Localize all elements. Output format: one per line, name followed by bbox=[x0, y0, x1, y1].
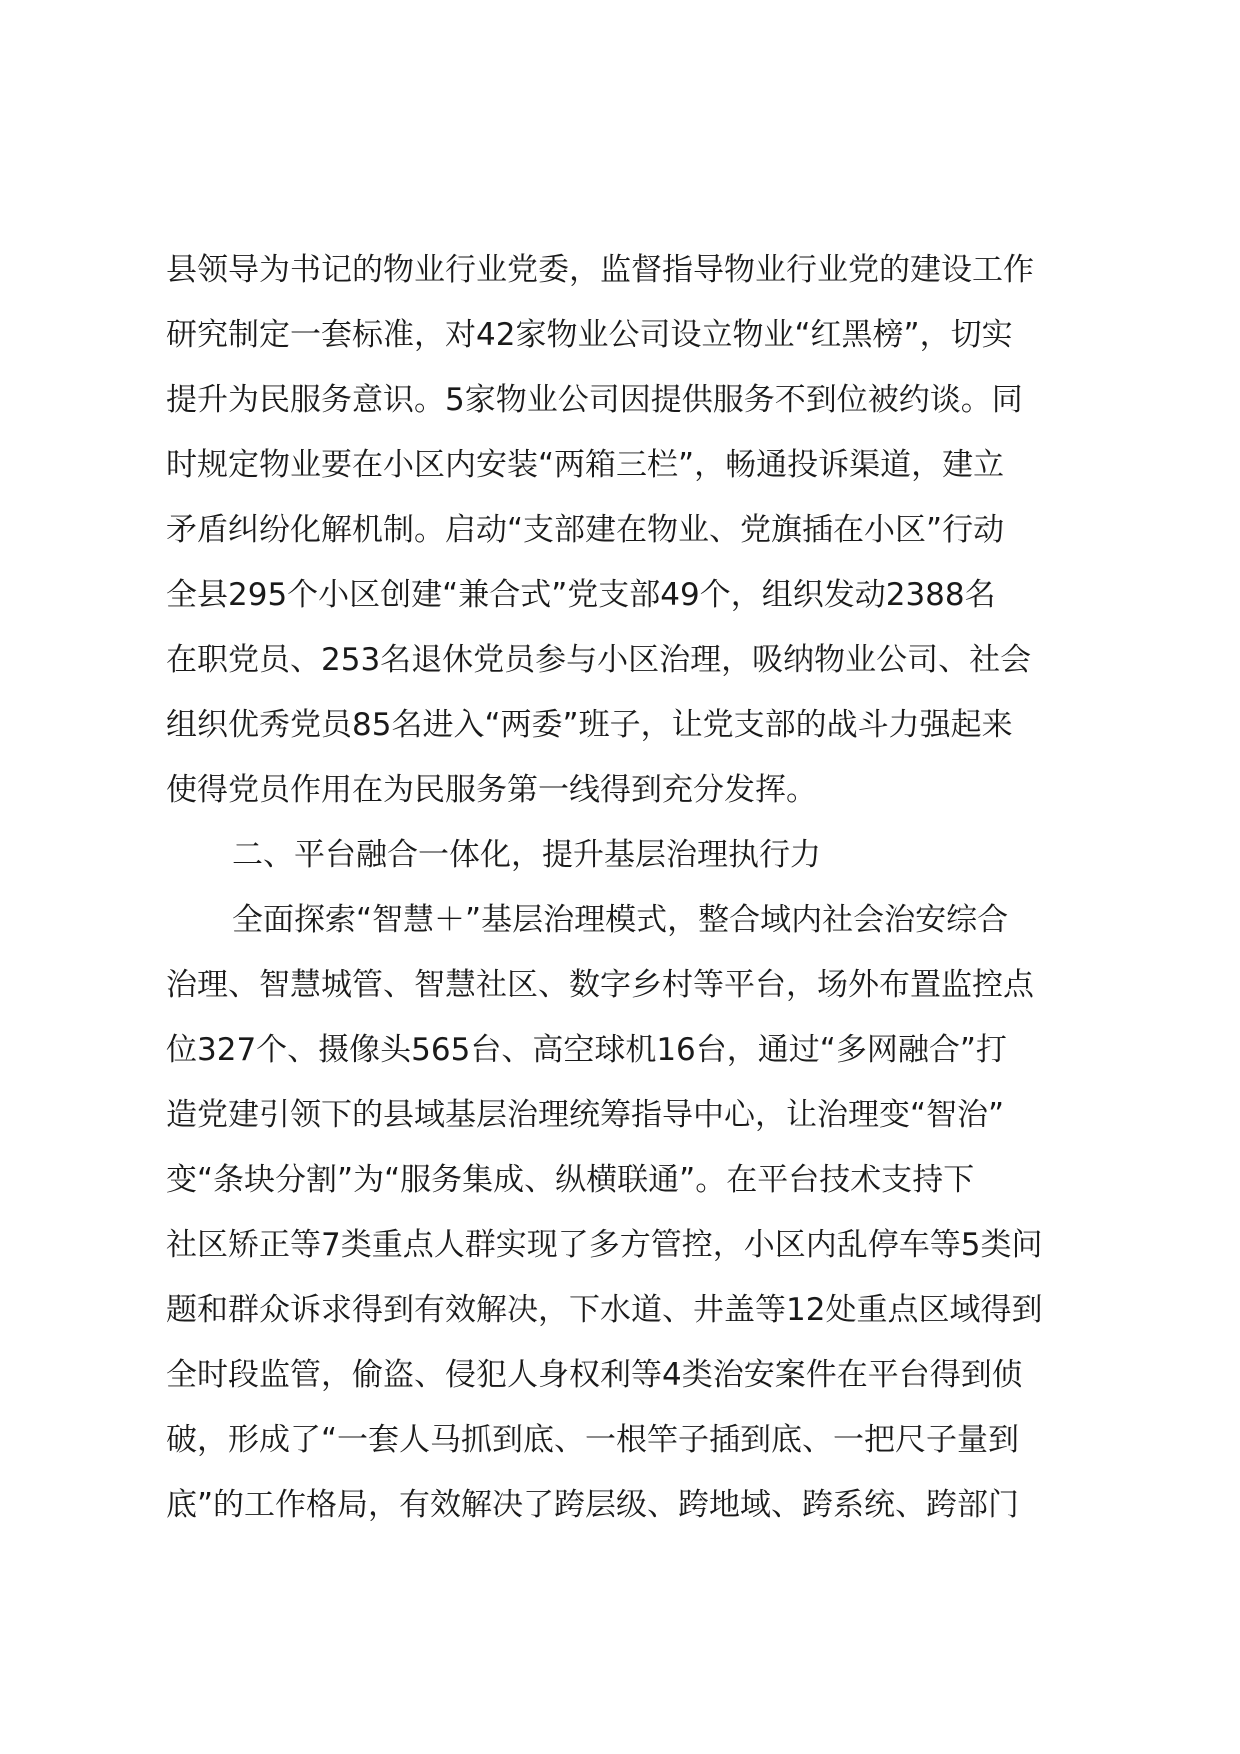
text-line: 组织优秀党员85名进入“两委”班子，让党支部的战斗力强起来 bbox=[166, 707, 1013, 743]
text-line: 在职党员、253名退休党员参与小区治理，吸纳物业公司、社会 bbox=[166, 642, 1032, 678]
text-line: 位327个、摄像头565台、高空球机16台，通过“多网融合”打 bbox=[166, 1032, 1007, 1068]
text-line: 全时段监管，偷盗、侵犯人身权利等4类治安案件在平台得到侦 bbox=[166, 1357, 1023, 1393]
text-line: 全面探索“智慧＋”基层治理模式，整合域内社会治安综合 bbox=[232, 902, 1009, 938]
body-text bbox=[166, 238, 1106, 1538]
text-line: 题和群众诉求得到有效解决，下水道、井盖等12处重点区域得到 bbox=[166, 1292, 1043, 1328]
text-line: 研究制定一套标准，对42家物业公司设立物业“红黑榜”，切实 bbox=[166, 317, 1013, 353]
text-line: 造党建引领下的县域基层治理统筹指导中心，让治理变“智治” bbox=[166, 1097, 1005, 1133]
text-line: 变“条块分割”为“服务集成、纵横联通”。在平台技术支持下 bbox=[166, 1162, 975, 1198]
text-line: 提升为民服务意识。5家物业公司因提供服务不到位被约谈。同 bbox=[166, 382, 1023, 418]
text-line: 县领导为书记的物业行业党委，监督指导物业行业党的建设工作 bbox=[166, 252, 1034, 288]
text-line: 全县295个小区创建“兼合式”党支部49个，组织发动2388名 bbox=[166, 577, 996, 613]
text-line: 治理、智慧城管、智慧社区、数字乡村等平台，场外布置监控点 bbox=[166, 967, 1034, 1003]
text-line: 破，形成了“一套人马抓到底、一根竿子插到底、一把尺子量到 bbox=[166, 1422, 1020, 1458]
text-line: 矛盾纠纷化解机制。启动“支部建在物业、党旗插在小区”行动 bbox=[166, 512, 1005, 548]
text-line: 底”的工作格局，有效解决了跨层级、跨地域、跨系统、跨部门 bbox=[166, 1487, 1020, 1523]
text-line: 社区矫正等7类重点人群实现了多方管控，小区内乱停车等5类问 bbox=[166, 1227, 1043, 1263]
text-line: 时规定物业要在小区内安装“两箱三栏”，畅通投诉渠道，建立 bbox=[166, 447, 1005, 483]
section-heading: 二、平台融合一体化，提升基层治理执行力 bbox=[232, 837, 821, 873]
text-line: 使得党员作用在为民服务第一线得到充分发挥。 bbox=[166, 772, 817, 808]
